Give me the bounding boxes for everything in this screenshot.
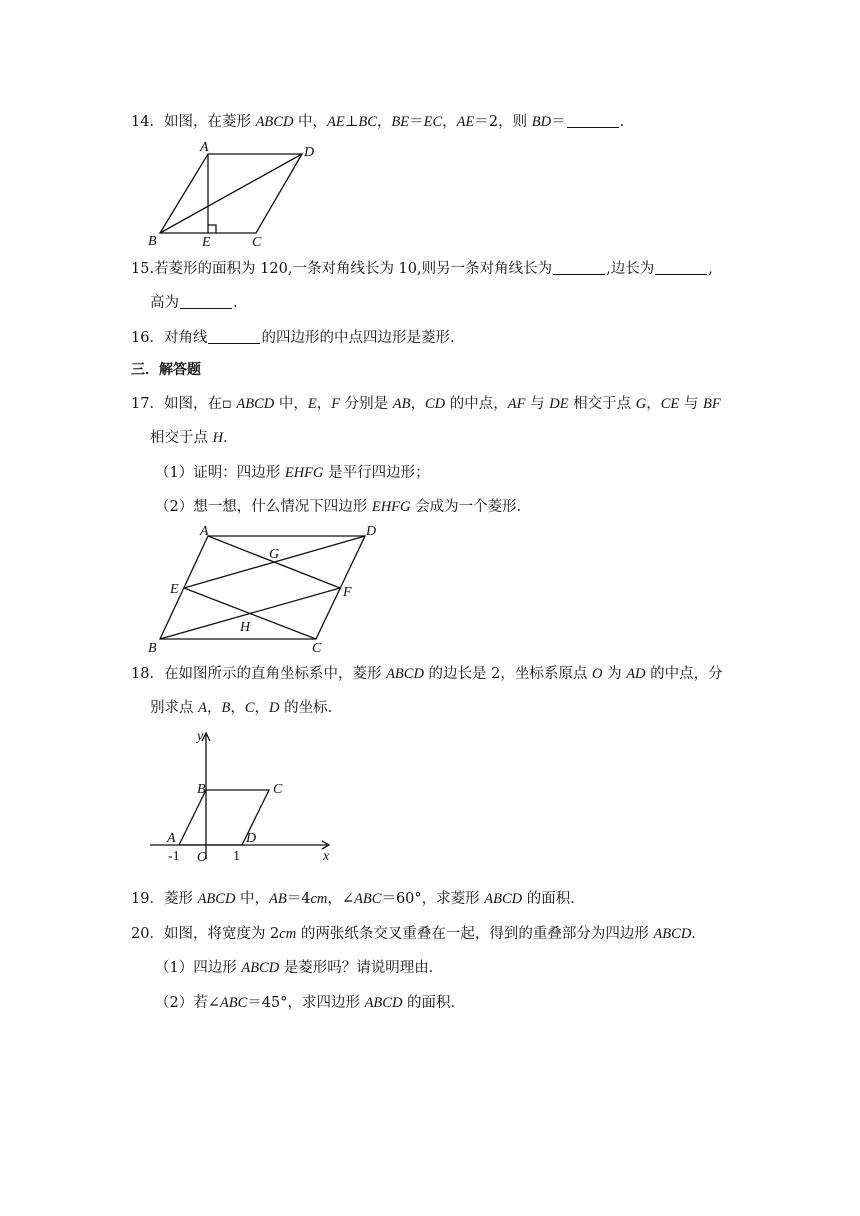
- label-d: D: [304, 145, 315, 160]
- label-a: A: [200, 140, 209, 155]
- answer-blank[interactable]: [180, 294, 232, 309]
- question-19: 19．菱形 ABCD 中，AB＝4cm，∠ABC＝60°，求菱形 ABCD 的面积．: [131, 891, 585, 907]
- figure-q17-parallelogram: [140, 522, 400, 657]
- question-17-part-1: （1）证明：四边形 EHFG 是平行四边形；: [155, 465, 430, 481]
- label-h: H: [240, 620, 251, 635]
- right-angle-mark: [208, 225, 216, 233]
- question-14: 14．如图，在菱形 ABCD 中，AE⊥BC，BE＝EC，AE＝2，则 BD＝ ．: [131, 114, 635, 130]
- question-17-line-1: 17．如图，在▫ ABCD 中，E，F 分别是 AB，CD 的中点，AF 与 DE 相交于点 G，CE 与 BF: [131, 396, 721, 412]
- tick-label-one: 1: [233, 849, 240, 864]
- label-a: A: [200, 524, 209, 539]
- figure-q14-rhombus: [140, 140, 340, 250]
- label-b: B: [197, 782, 206, 797]
- label-e: E: [170, 582, 179, 597]
- label-a: A: [167, 831, 176, 846]
- segment-de: [184, 536, 365, 588]
- label-g: G: [269, 547, 280, 562]
- question-17-line-2: 相交于点 H．: [150, 430, 238, 446]
- answer-blank[interactable]: [567, 113, 619, 128]
- question-18-line-2: 别求点 A，B，C，D 的坐标．: [150, 700, 343, 716]
- answer-blank[interactable]: [208, 329, 260, 344]
- section-title: 三．解答题: [131, 362, 201, 378]
- label-x: x: [323, 849, 330, 864]
- question-18-line-1: 18．在如图所示的直角坐标系中，菱形 ABCD 的边长是 2，坐标系原点 O 为 AD 的中点，分: [131, 666, 723, 682]
- label-c: C: [273, 782, 283, 797]
- answer-blank[interactable]: [553, 260, 605, 275]
- diagonal-bd: [160, 154, 302, 233]
- label-d: D: [246, 831, 257, 846]
- label-e: E: [202, 235, 211, 250]
- label-b: B: [148, 641, 157, 656]
- question-20-part-2: （2）若∠ABC＝45°，求四边形 ABCD 的面积．: [155, 995, 466, 1011]
- question-16: 16．对角线 的四边形的中点四边形是菱形.: [131, 330, 455, 346]
- label-d: D: [366, 524, 377, 539]
- question-15-line-2: 高为 .: [150, 295, 238, 311]
- question-20-part-1: （1）四边形 ABCD 是菱形吗？请说明理由．: [155, 960, 444, 976]
- label-c: C: [312, 641, 322, 656]
- question-17-part-2: （2）想一想，什么情况下四边形 EHFG 会成为一个菱形．: [155, 499, 532, 515]
- parallelogram-abcd: [160, 536, 365, 639]
- answer-blank[interactable]: [655, 260, 707, 275]
- label-y: y: [197, 729, 204, 744]
- tick-label-minus-one: -1: [168, 849, 180, 864]
- label-f: F: [343, 585, 352, 600]
- label-b: B: [148, 234, 157, 249]
- question-15-line-1: 15.若菱形的面积为 120,一条对角线长为 10,则另一条对角线长为 ,边长为 ,: [131, 261, 713, 277]
- question-20: 20．如图，将宽度为 2cm 的两张纸条交叉重叠在一起，得到的重叠部分为四边形 ABCD．: [131, 926, 706, 942]
- label-c: C: [252, 235, 262, 250]
- label-o: O: [197, 850, 208, 865]
- figure-q18-coordinate-plane: [145, 727, 345, 867]
